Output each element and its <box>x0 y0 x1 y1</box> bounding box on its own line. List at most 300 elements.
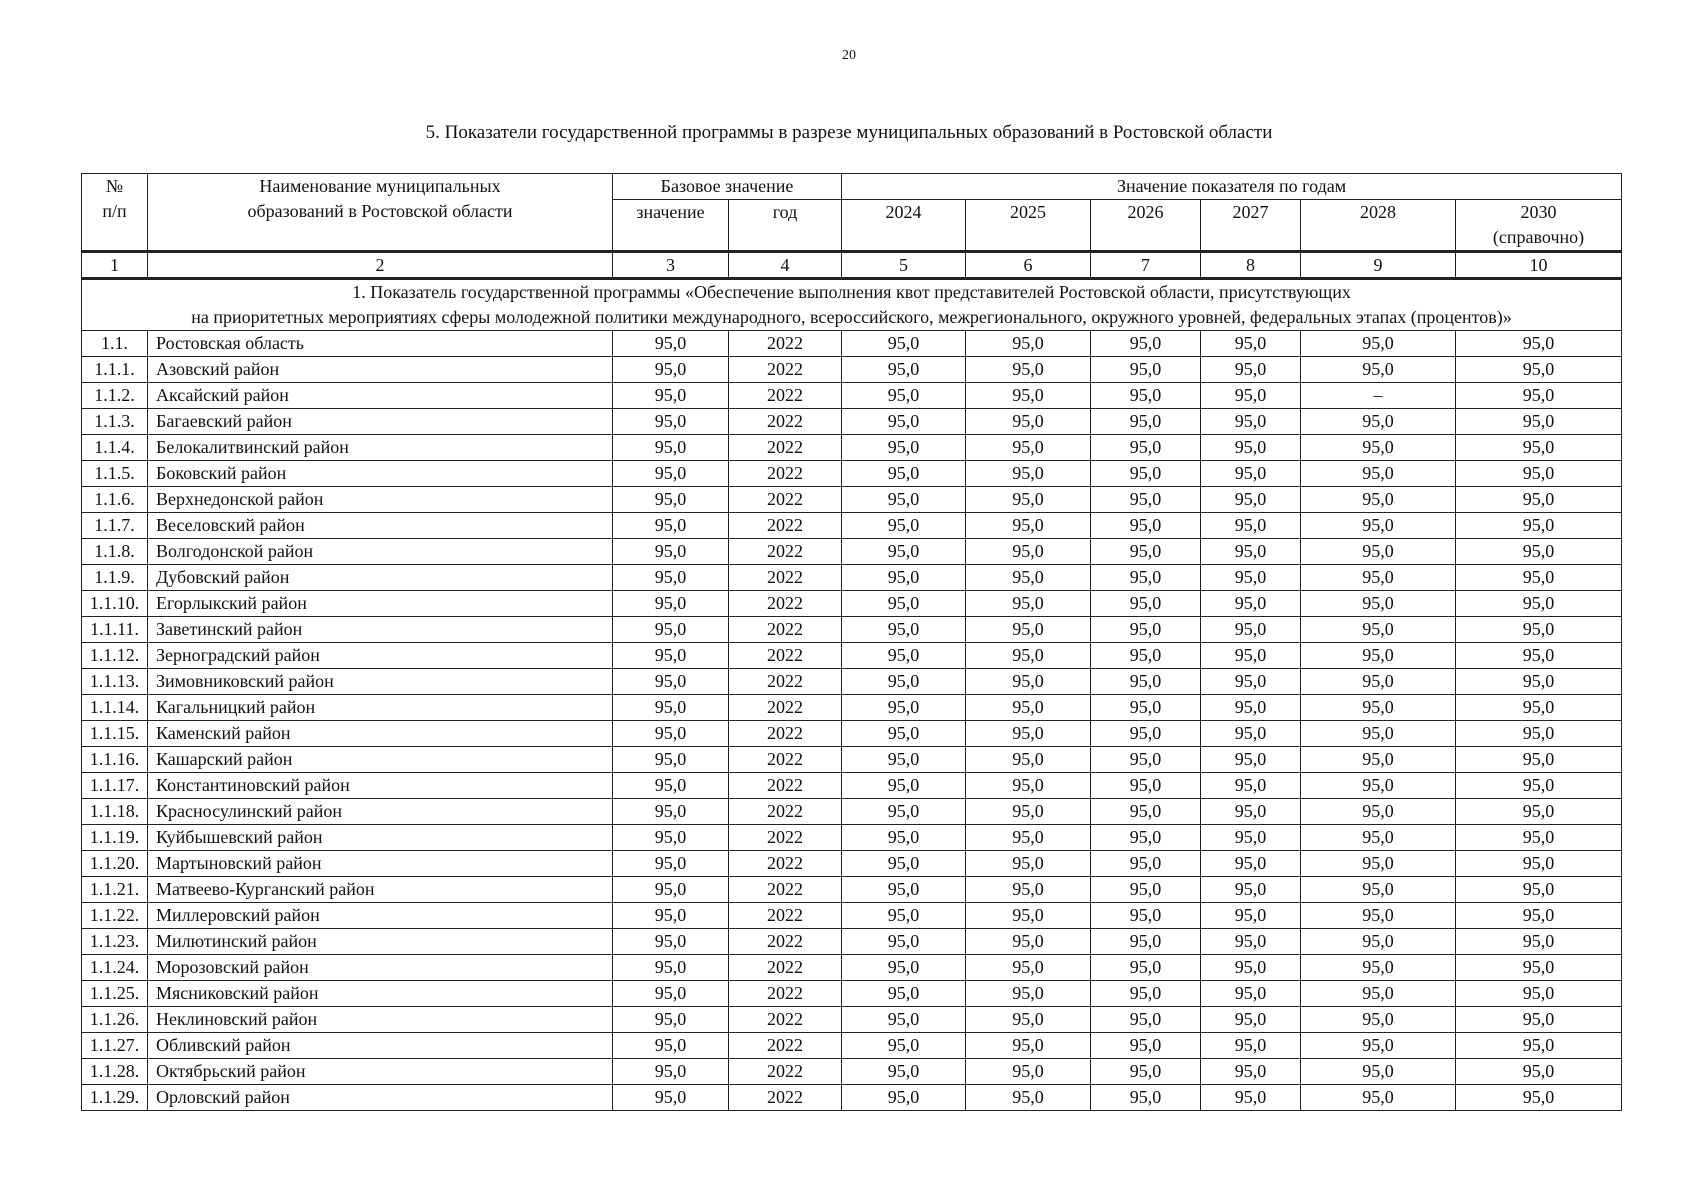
value-2026: 95,0 <box>1091 435 1201 461</box>
base-value: 95,0 <box>613 695 729 721</box>
base-year: 2022 <box>729 383 842 409</box>
value-2024: 95,0 <box>842 1059 966 1085</box>
value-2025: 95,0 <box>966 695 1091 721</box>
value-2024: 95,0 <box>842 1007 966 1033</box>
municipality-name: Орловский район <box>148 1085 613 1111</box>
value-2028: 95,0 <box>1301 539 1456 565</box>
value-2028: 95,0 <box>1301 773 1456 799</box>
value-2024: 95,0 <box>842 877 966 903</box>
value-2028: 95,0 <box>1301 695 1456 721</box>
value-2027: 95,0 <box>1201 981 1301 1007</box>
municipality-name: Мясниковский район <box>148 981 613 1007</box>
row-number: 1.1.24. <box>82 955 148 981</box>
row-number: 1.1.27. <box>82 1033 148 1059</box>
municipality-name: Багаевский район <box>148 409 613 435</box>
value-2026: 95,0 <box>1091 1007 1201 1033</box>
base-year: 2022 <box>729 565 842 591</box>
value-2025: 95,0 <box>966 487 1091 513</box>
value-2028: 95,0 <box>1301 331 1456 357</box>
value-2028: 95,0 <box>1301 1059 1456 1085</box>
row-number: 1.1.21. <box>82 877 148 903</box>
section-row <box>82 279 1622 331</box>
value-2024: 95,0 <box>842 773 966 799</box>
value-2030: 95,0 <box>1456 669 1622 695</box>
value-2024: 95,0 <box>842 617 966 643</box>
value-2027: 95,0 <box>1201 851 1301 877</box>
base-value: 95,0 <box>613 539 729 565</box>
value-2028: 95,0 <box>1301 955 1456 981</box>
municipality-name: Куйбышевский район <box>148 825 613 851</box>
value-2028: 95,0 <box>1301 981 1456 1007</box>
column-number: 3 <box>613 252 729 279</box>
base-year: 2022 <box>729 1059 842 1085</box>
column-number: 5 <box>842 252 966 279</box>
value-2024: 95,0 <box>842 1085 966 1111</box>
municipality-name: Константиновский район <box>148 773 613 799</box>
value-2028: 95,0 <box>1301 409 1456 435</box>
header-year-2026: 2026 <box>1091 200 1201 252</box>
municipality-name: Морозовский район <box>148 955 613 981</box>
value-2026: 95,0 <box>1091 383 1201 409</box>
value-2025: 95,0 <box>966 825 1091 851</box>
value-2027: 95,0 <box>1201 643 1301 669</box>
base-year: 2022 <box>729 799 842 825</box>
value-2028: 95,0 <box>1301 591 1456 617</box>
value-2030: 95,0 <box>1456 721 1622 747</box>
base-year: 2022 <box>729 929 842 955</box>
municipality-name: Красносулинский район <box>148 799 613 825</box>
value-2025: 95,0 <box>966 435 1091 461</box>
base-value: 95,0 <box>613 357 729 383</box>
value-2027: 95,0 <box>1201 929 1301 955</box>
indicators-table <box>81 173 1622 1111</box>
table-row <box>82 1085 1622 1111</box>
table-row <box>82 383 1622 409</box>
base-year: 2022 <box>729 721 842 747</box>
municipality-name: Кашарский район <box>148 747 613 773</box>
header-year-2030-label: 2030 <box>1520 202 1557 222</box>
value-2025: 95,0 <box>966 929 1091 955</box>
value-2024: 95,0 <box>842 799 966 825</box>
table-row <box>82 669 1622 695</box>
value-2024: 95,0 <box>842 591 966 617</box>
base-value: 95,0 <box>613 409 729 435</box>
value-2026: 95,0 <box>1091 591 1201 617</box>
value-2030: 95,0 <box>1456 929 1622 955</box>
row-number: 1.1.11. <box>82 617 148 643</box>
value-2028: 95,0 <box>1301 617 1456 643</box>
column-number: 10 <box>1456 252 1622 279</box>
value-2024: 95,0 <box>842 851 966 877</box>
value-2030: 95,0 <box>1456 643 1622 669</box>
value-2024: 95,0 <box>842 825 966 851</box>
column-numbers-row <box>82 252 1622 279</box>
municipality-name: Зимовниковский район <box>148 669 613 695</box>
row-number: 1.1.5. <box>82 461 148 487</box>
value-2030: 95,0 <box>1456 1007 1622 1033</box>
base-year: 2022 <box>729 461 842 487</box>
header-year-2028: 2028 <box>1301 200 1456 252</box>
base-year: 2022 <box>729 903 842 929</box>
value-2025: 95,0 <box>966 877 1091 903</box>
value-2024: 95,0 <box>842 955 966 981</box>
row-number: 1.1.25. <box>82 981 148 1007</box>
value-2026: 95,0 <box>1091 773 1201 799</box>
value-2024: 95,0 <box>842 747 966 773</box>
base-value: 95,0 <box>613 981 729 1007</box>
municipality-name: Ростовская область <box>148 331 613 357</box>
table-row <box>82 461 1622 487</box>
municipality-name: Каменский район <box>148 721 613 747</box>
row-number: 1.1.1. <box>82 357 148 383</box>
value-2026: 95,0 <box>1091 955 1201 981</box>
value-2030: 95,0 <box>1456 409 1622 435</box>
table-row <box>82 799 1622 825</box>
value-2030: 95,0 <box>1456 851 1622 877</box>
table-row <box>82 877 1622 903</box>
base-value: 95,0 <box>613 955 729 981</box>
value-2025: 95,0 <box>966 617 1091 643</box>
base-year: 2022 <box>729 539 842 565</box>
value-2028: 95,0 <box>1301 721 1456 747</box>
value-2027: 95,0 <box>1201 669 1301 695</box>
value-2028: 95,0 <box>1301 357 1456 383</box>
base-value: 95,0 <box>613 1085 729 1111</box>
value-2024: 95,0 <box>842 513 966 539</box>
table-row <box>82 435 1622 461</box>
value-2025: 95,0 <box>966 955 1091 981</box>
value-2028: 95,0 <box>1301 877 1456 903</box>
value-2025: 95,0 <box>966 565 1091 591</box>
row-number: 1.1.7. <box>82 513 148 539</box>
base-year: 2022 <box>729 747 842 773</box>
municipality-name: Веселовский район <box>148 513 613 539</box>
base-year: 2022 <box>729 773 842 799</box>
value-2026: 95,0 <box>1091 981 1201 1007</box>
base-year: 2022 <box>729 669 842 695</box>
header-year-2030 <box>1456 200 1622 252</box>
value-2028: 95,0 <box>1301 1033 1456 1059</box>
header-year-2030-note: (справочно) <box>1492 227 1585 247</box>
value-2027: 95,0 <box>1201 539 1301 565</box>
base-year: 2022 <box>729 877 842 903</box>
table-row <box>82 825 1622 851</box>
municipality-name: Миллеровский район <box>148 903 613 929</box>
value-2027: 95,0 <box>1201 331 1301 357</box>
section-heading-line1: 1. Показатель государственной программы «Обеспечение выполнения квот представителей Ростовской области, присутствующих <box>352 282 1351 302</box>
value-2030: 95,0 <box>1456 903 1622 929</box>
value-2028: 95,0 <box>1301 461 1456 487</box>
base-year: 2022 <box>729 825 842 851</box>
value-2028: 95,0 <box>1301 799 1456 825</box>
value-2026: 95,0 <box>1091 565 1201 591</box>
table-row <box>82 591 1622 617</box>
value-2026: 95,0 <box>1091 721 1201 747</box>
value-2027: 95,0 <box>1201 591 1301 617</box>
table-body <box>82 279 1622 1111</box>
row-number: 1.1.16. <box>82 747 148 773</box>
value-2026: 95,0 <box>1091 695 1201 721</box>
base-year: 2022 <box>729 487 842 513</box>
column-number: 9 <box>1301 252 1456 279</box>
value-2025: 95,0 <box>966 721 1091 747</box>
table-row <box>82 773 1622 799</box>
value-2030: 95,0 <box>1456 747 1622 773</box>
value-2025: 95,0 <box>966 1033 1091 1059</box>
value-2027: 95,0 <box>1201 1085 1301 1111</box>
municipality-name: Волгодонской район <box>148 539 613 565</box>
base-year: 2022 <box>729 591 842 617</box>
value-2028: 95,0 <box>1301 487 1456 513</box>
value-2027: 95,0 <box>1201 513 1301 539</box>
base-year: 2022 <box>729 331 842 357</box>
base-value: 95,0 <box>613 773 729 799</box>
municipality-name: Милютинский район <box>148 929 613 955</box>
value-2026: 95,0 <box>1091 799 1201 825</box>
municipality-name: Азовский район <box>148 357 613 383</box>
base-value: 95,0 <box>613 877 729 903</box>
value-2026: 95,0 <box>1091 903 1201 929</box>
value-2028: 95,0 <box>1301 825 1456 851</box>
header-years-group: Значение показателя по годам <box>842 174 1622 200</box>
municipality-name: Октябрьский район <box>148 1059 613 1085</box>
value-2026: 95,0 <box>1091 539 1201 565</box>
row-number: 1.1.14. <box>82 695 148 721</box>
base-value: 95,0 <box>613 1007 729 1033</box>
column-number: 8 <box>1201 252 1301 279</box>
table-row <box>82 331 1622 357</box>
value-2027: 95,0 <box>1201 773 1301 799</box>
base-value: 95,0 <box>613 1033 729 1059</box>
value-2030: 95,0 <box>1456 981 1622 1007</box>
value-2024: 95,0 <box>842 721 966 747</box>
value-2030: 95,0 <box>1456 513 1622 539</box>
table-row <box>82 617 1622 643</box>
value-2030: 95,0 <box>1456 539 1622 565</box>
value-2027: 95,0 <box>1201 435 1301 461</box>
base-value: 95,0 <box>613 799 729 825</box>
table-row <box>82 357 1622 383</box>
base-value: 95,0 <box>613 721 729 747</box>
value-2026: 95,0 <box>1091 1059 1201 1085</box>
value-2024: 95,0 <box>842 695 966 721</box>
value-2028: 95,0 <box>1301 669 1456 695</box>
value-2024: 95,0 <box>842 435 966 461</box>
row-number: 1.1.6. <box>82 487 148 513</box>
value-2024: 95,0 <box>842 357 966 383</box>
table-row <box>82 981 1622 1007</box>
value-2025: 95,0 <box>966 981 1091 1007</box>
row-number: 1.1.26. <box>82 1007 148 1033</box>
value-2030: 95,0 <box>1456 591 1622 617</box>
value-2027: 95,0 <box>1201 565 1301 591</box>
base-value: 95,0 <box>613 643 729 669</box>
base-value: 95,0 <box>613 487 729 513</box>
value-2030: 95,0 <box>1456 331 1622 357</box>
header-base-value: значение <box>613 200 729 252</box>
value-2025: 95,0 <box>966 643 1091 669</box>
table-row <box>82 695 1622 721</box>
header-name-line2: образований в Ростовской области <box>247 201 513 221</box>
value-2024: 95,0 <box>842 539 966 565</box>
base-value: 95,0 <box>613 617 729 643</box>
table-row <box>82 929 1622 955</box>
value-2026: 95,0 <box>1091 513 1201 539</box>
value-2025: 95,0 <box>966 591 1091 617</box>
table-row <box>82 721 1622 747</box>
value-2025: 95,0 <box>966 539 1091 565</box>
row-number: 1.1.8. <box>82 539 148 565</box>
row-number: 1.1.9. <box>82 565 148 591</box>
base-value: 95,0 <box>613 825 729 851</box>
base-value: 95,0 <box>613 851 729 877</box>
municipality-name: Боковский район <box>148 461 613 487</box>
value-2025: 95,0 <box>966 461 1091 487</box>
value-2030: 95,0 <box>1456 695 1622 721</box>
value-2026: 95,0 <box>1091 617 1201 643</box>
value-2030: 95,0 <box>1456 1059 1622 1085</box>
header-num <box>82 174 148 252</box>
value-2024: 95,0 <box>842 669 966 695</box>
value-2028: 95,0 <box>1301 513 1456 539</box>
value-2026: 95,0 <box>1091 929 1201 955</box>
table-row <box>82 409 1622 435</box>
value-2024: 95,0 <box>842 981 966 1007</box>
value-2024: 95,0 <box>842 461 966 487</box>
value-2030: 95,0 <box>1456 799 1622 825</box>
value-2027: 95,0 <box>1201 825 1301 851</box>
value-2025: 95,0 <box>966 331 1091 357</box>
table-row <box>82 487 1622 513</box>
municipality-name: Заветинский район <box>148 617 613 643</box>
base-value: 95,0 <box>613 747 729 773</box>
value-2025: 95,0 <box>966 1085 1091 1111</box>
value-2026: 95,0 <box>1091 669 1201 695</box>
base-year: 2022 <box>729 643 842 669</box>
table-header <box>82 174 1622 279</box>
table-row <box>82 851 1622 877</box>
value-2026: 95,0 <box>1091 851 1201 877</box>
value-2025: 95,0 <box>966 799 1091 825</box>
base-value: 95,0 <box>613 383 729 409</box>
row-number: 1.1.18. <box>82 799 148 825</box>
base-year: 2022 <box>729 981 842 1007</box>
value-2028: 95,0 <box>1301 903 1456 929</box>
value-2024: 95,0 <box>842 331 966 357</box>
value-2027: 95,0 <box>1201 409 1301 435</box>
municipality-name: Неклиновский район <box>148 1007 613 1033</box>
base-year: 2022 <box>729 513 842 539</box>
row-number: 1.1.2. <box>82 383 148 409</box>
value-2024: 95,0 <box>842 409 966 435</box>
base-year: 2022 <box>729 955 842 981</box>
value-2028: 95,0 <box>1301 1007 1456 1033</box>
value-2030: 95,0 <box>1456 383 1622 409</box>
base-value: 95,0 <box>613 903 729 929</box>
header-base-group: Базовое значение <box>613 174 842 200</box>
column-number: 6 <box>966 252 1091 279</box>
value-2026: 95,0 <box>1091 461 1201 487</box>
municipality-name: Дубовский район <box>148 565 613 591</box>
table-row <box>82 747 1622 773</box>
value-2030: 95,0 <box>1456 357 1622 383</box>
value-2026: 95,0 <box>1091 1085 1201 1111</box>
table-row <box>82 1059 1622 1085</box>
row-number: 1.1.17. <box>82 773 148 799</box>
column-number: 4 <box>729 252 842 279</box>
table-row <box>82 1033 1622 1059</box>
header-name-line1: Наименование муниципальных <box>259 176 501 196</box>
column-number: 7 <box>1091 252 1201 279</box>
header-year-2025: 2025 <box>966 200 1091 252</box>
base-year: 2022 <box>729 1085 842 1111</box>
value-2030: 95,0 <box>1456 435 1622 461</box>
table-row <box>82 643 1622 669</box>
base-value: 95,0 <box>613 565 729 591</box>
value-2028: – <box>1301 383 1456 409</box>
value-2027: 95,0 <box>1201 1033 1301 1059</box>
value-2027: 95,0 <box>1201 877 1301 903</box>
value-2024: 95,0 <box>842 643 966 669</box>
value-2024: 95,0 <box>842 1033 966 1059</box>
value-2030: 95,0 <box>1456 773 1622 799</box>
value-2026: 95,0 <box>1091 825 1201 851</box>
value-2024: 95,0 <box>842 487 966 513</box>
base-year: 2022 <box>729 409 842 435</box>
value-2025: 95,0 <box>966 1059 1091 1085</box>
value-2030: 95,0 <box>1456 487 1622 513</box>
municipality-name: Обливский район <box>148 1033 613 1059</box>
row-number: 1.1.28. <box>82 1059 148 1085</box>
value-2028: 95,0 <box>1301 435 1456 461</box>
value-2024: 95,0 <box>842 565 966 591</box>
value-2024: 95,0 <box>842 903 966 929</box>
value-2026: 95,0 <box>1091 643 1201 669</box>
municipality-name: Зерноградский район <box>148 643 613 669</box>
value-2027: 95,0 <box>1201 357 1301 383</box>
base-year: 2022 <box>729 617 842 643</box>
value-2026: 95,0 <box>1091 409 1201 435</box>
base-year: 2022 <box>729 435 842 461</box>
value-2027: 95,0 <box>1201 721 1301 747</box>
municipality-name: Верхнедонской район <box>148 487 613 513</box>
base-year: 2022 <box>729 695 842 721</box>
value-2026: 95,0 <box>1091 331 1201 357</box>
value-2024: 95,0 <box>842 929 966 955</box>
value-2030: 95,0 <box>1456 825 1622 851</box>
municipality-name: Кагальницкий район <box>148 695 613 721</box>
base-year: 2022 <box>729 1007 842 1033</box>
row-number: 1.1.22. <box>82 903 148 929</box>
value-2027: 95,0 <box>1201 747 1301 773</box>
value-2027: 95,0 <box>1201 383 1301 409</box>
municipality-name: Матвеево-Курганский район <box>148 877 613 903</box>
header-name <box>148 174 613 252</box>
row-number: 1.1.3. <box>82 409 148 435</box>
column-number: 2 <box>148 252 613 279</box>
row-number: 1.1.20. <box>82 851 148 877</box>
table-row <box>82 539 1622 565</box>
base-value: 95,0 <box>613 929 729 955</box>
value-2026: 95,0 <box>1091 487 1201 513</box>
value-2030: 95,0 <box>1456 1085 1622 1111</box>
base-year: 2022 <box>729 357 842 383</box>
base-value: 95,0 <box>613 331 729 357</box>
header-num-line1: № <box>105 176 124 196</box>
header-base-year: год <box>729 200 842 252</box>
value-2025: 95,0 <box>966 773 1091 799</box>
value-2025: 95,0 <box>966 851 1091 877</box>
